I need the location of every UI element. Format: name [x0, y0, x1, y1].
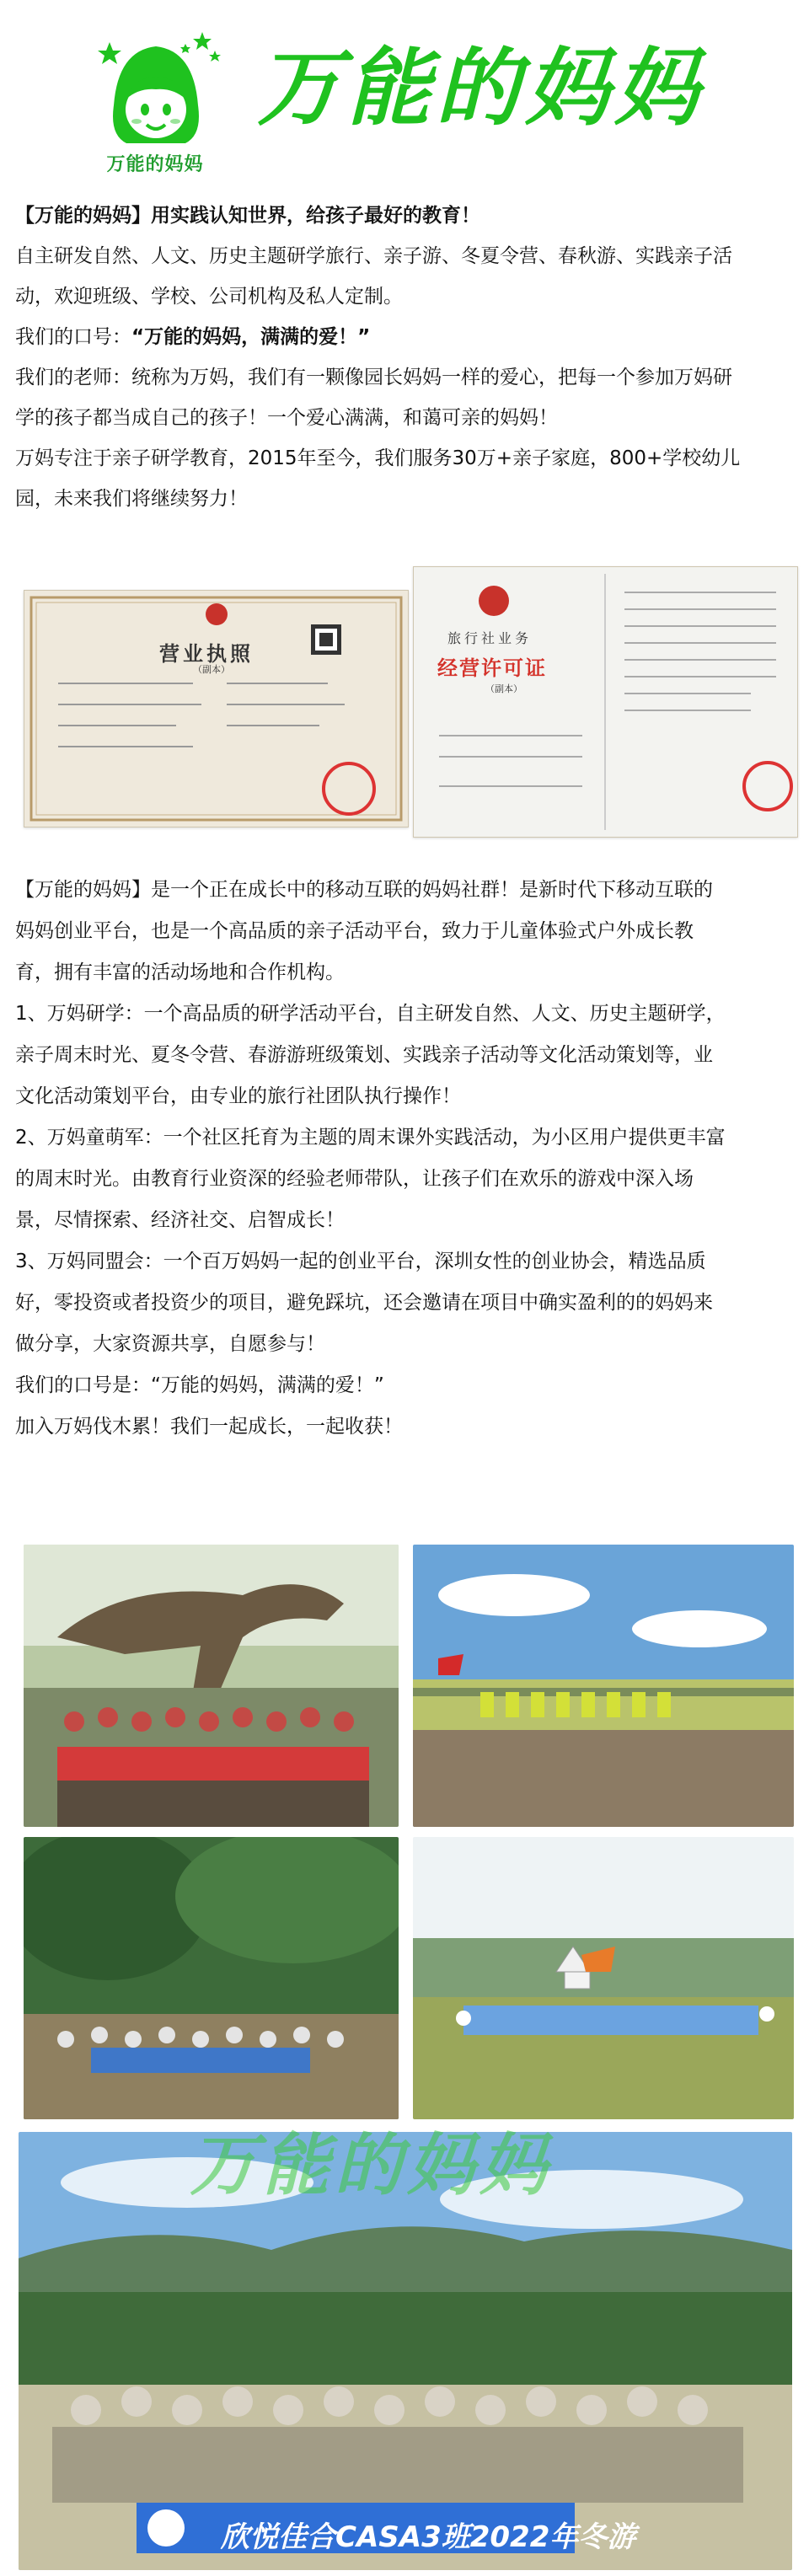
intro-line: 自主研发自然、人文、历史主题研学旅行、亲子游、冬夏令营、春秋游、实践亲子活	[15, 245, 732, 267]
about-slogan: 我们的口号是：“万能的妈妈，满满的爱！”	[15, 1374, 384, 1396]
photo-dinosaur-group	[24, 1545, 399, 1827]
page-header	[0, 0, 809, 177]
intro-line: 我们的老师：统称为万妈，我们有一颗像园长妈妈一样的爱心，把每一个参加万妈研	[15, 367, 732, 388]
license-title: 营业执照	[159, 641, 254, 666]
license-border-icon	[24, 591, 408, 827]
permit-title: 经营许可证	[437, 656, 547, 680]
page-title: 万能的妈妈	[257, 39, 704, 137]
about-section	[15, 870, 799, 1448]
permit-subtitle: （副本）	[485, 683, 522, 694]
intro-line: 学的孩子都当成自己的孩子！一个爱心满满，和蔼可亲的妈妈！	[15, 407, 558, 429]
about-line: 景，尽情探索、经济社交、启智成长！	[15, 1209, 345, 1231]
about-line: 2、万妈童萌军：一个社区托育为主题的周末课外实践活动，为小区用户提供更丰富	[15, 1127, 726, 1149]
about-join: 加入万妈伐木累！我们一起成长，一起收获！	[15, 1416, 403, 1438]
forest-photo-icon	[24, 1837, 399, 2119]
about-line: 3、万妈同盟会：一个百万妈妈一起的创业平台，深圳女性的创业协会，精选品质	[15, 1251, 706, 1272]
about-line: 1、万妈研学：一个高品质的研学活动平台，自主研发自然、人文、历史主题研学，	[15, 1003, 726, 1025]
intro-line: 园，未来我们将继续努力！	[15, 488, 248, 510]
business-license-image	[24, 590, 409, 827]
boardwalk-photo-icon	[413, 1545, 794, 1827]
slogan-prefix: 我们的口号：	[15, 326, 131, 348]
about-line: 好，零投资或者投资少的项目，避免踩坑，还会邀请在项目中确实盈利的的妈妈来	[15, 1292, 713, 1314]
field-photo-icon	[413, 1837, 794, 2119]
travel-permit-image	[413, 566, 798, 838]
intro-slogan	[15, 317, 799, 357]
photo-boardwalk-group	[413, 1545, 794, 1827]
dinosaur-photo-icon	[24, 1545, 399, 1827]
about-line: 育，拥有丰富的活动场地和合作机构。	[15, 961, 345, 983]
about-line: 做分享，大家资源共享，自愿参与！	[15, 1333, 325, 1355]
about-line: 的周末时光。由教育行业资深的经验老师带队，让孩子们在欢乐的游戏中深入场	[15, 1168, 694, 1190]
permit-heading: 旅行社业务	[447, 630, 533, 646]
trip-banner-text: 欣悦佳合CASA3班2022年冬游	[221, 2520, 636, 2554]
slogan-text: “万能的妈妈，满满的爱！”	[131, 326, 371, 348]
intro-line: 万妈专注于亲子研学教育，2015年至今，我们服务30万+亲子家庭，800+学校幼儿	[15, 447, 741, 469]
photo-field-group	[413, 1837, 794, 2119]
intro-section	[15, 195, 799, 519]
about-line: 【万能的妈妈】是一个正在成长中的移动互联的妈妈社群！是新时代下移动互联的	[15, 879, 713, 901]
photo-forest-group	[24, 1837, 399, 2119]
license-subtitle: （副本）	[193, 664, 230, 675]
logo-caption: 万能的妈妈	[106, 154, 204, 175]
permit-border-icon	[414, 567, 797, 837]
intro-line: 动，欢迎班级、学校、公司机构及私人定制。	[15, 286, 403, 308]
about-line: 文化活动策划平台，由专业的旅行社团队执行操作！	[15, 1085, 461, 1107]
about-line: 亲子周末时光、夏冬令营、春游游班级策划、实践亲子活动等文化活动策划等，业	[15, 1044, 713, 1066]
watermark-title: 万能的妈妈	[190, 2126, 552, 2204]
about-line: 妈妈创业平台，也是一个高品质的亲子活动平台，致力于儿童体验式户外成长教	[15, 920, 694, 942]
intro-headline: 【万能的妈妈】用实践认知世界，给孩子最好的教育！	[15, 205, 480, 227]
